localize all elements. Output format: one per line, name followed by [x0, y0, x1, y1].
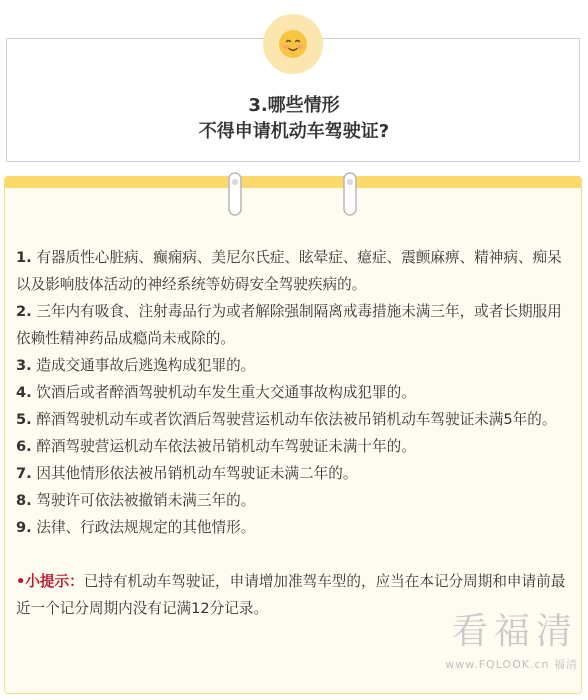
smiling-face-icon [278, 29, 308, 59]
page-title [0, 93, 588, 145]
list-item: 1. 有器质性心脏病、癫痫病、美尼尔氏症、眩晕症、癔症、震颤麻痹、精神病、痴呆以及影响肢体活动的神经系统等妨碍安全驾驶疾病的。 [16, 249, 562, 293]
watermark-url: www.FQLOOK.cn 福清 [445, 658, 578, 671]
emoji-badge [263, 14, 323, 74]
watermark [445, 612, 578, 672]
tip-text: 已持有机动车驾驶证，申请增加准驾车型的，应当在本记分周期和申请前最近一个记分周期内没有记满12分记录。 [16, 573, 566, 617]
tip-label: •小提示： [16, 573, 84, 590]
title-line-2: 不得申请机动车驾驶证? [198, 121, 390, 142]
list-item: 3. 造成交通事故后逃逸构成犯罪的。 [16, 357, 256, 374]
list-item: 7. 因其他情形依法被吊销机动车驾驶证未满二年的。 [16, 465, 358, 482]
list-item: 9. 法律、行政法规规定的其他情形。 [16, 519, 256, 536]
watermark-logo: 看福清 [451, 611, 578, 652]
list-item: 8. 驾驶许可依法被撤销未满三年的。 [16, 492, 256, 509]
rules-list [16, 244, 572, 622]
binder-ring-icon [343, 172, 357, 216]
title-line-1: 3.哪些情形 [248, 95, 340, 116]
list-item: 5. 醉酒驾驶机动车或者饮酒后驾驶营运机动车依法被吊销机动车驾驶证未满5年的。 [16, 411, 557, 428]
list-item: 6. 醉酒驾驶营运机动车依法被吊销机动车驾驶证未满十年的。 [16, 438, 416, 455]
binder-ring-icon [228, 172, 242, 216]
list-item: 2. 三年内有吸食、注射毒品行为或者解除强制隔离戒毒措施未满三年，或者长期服用依赖性精神药品成瘾尚未戒除的。 [16, 303, 562, 347]
list-item: 4. 饮酒后或者醉酒驾驶机动车发生重大交通事故构成犯罪的。 [16, 384, 416, 401]
